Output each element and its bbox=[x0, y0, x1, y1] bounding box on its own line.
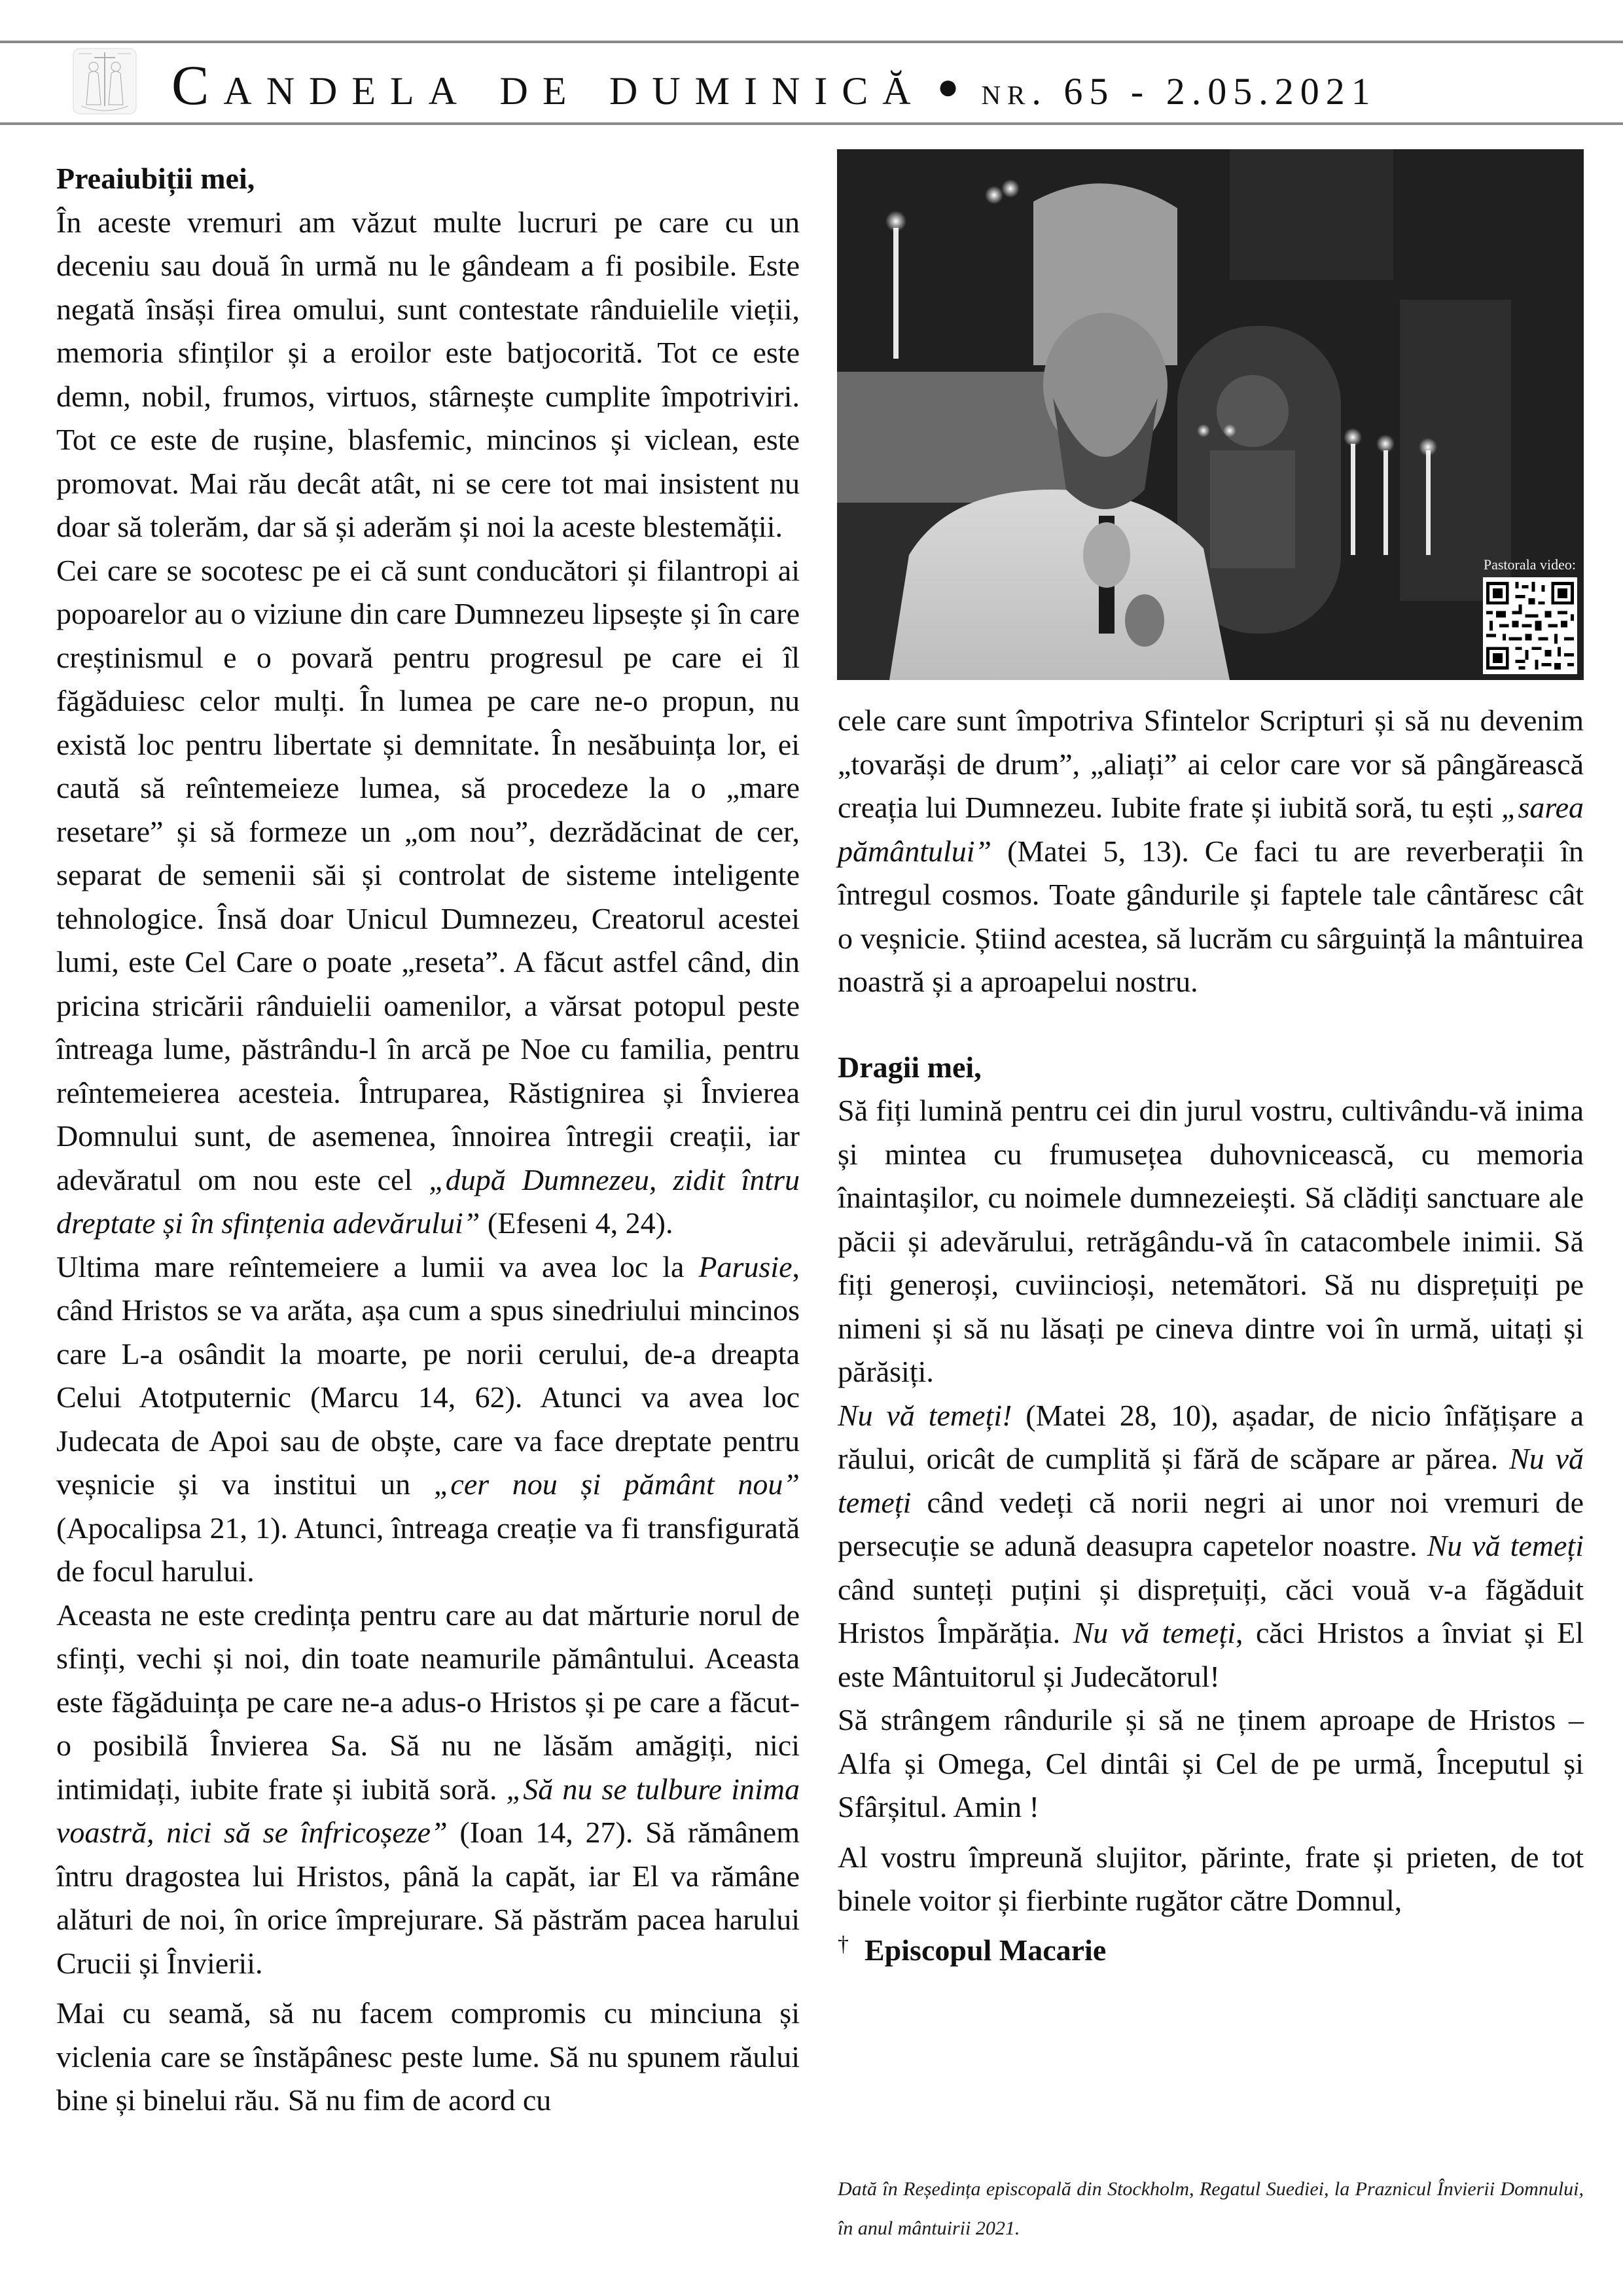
paragraph bbox=[56, 1594, 800, 1986]
signature-name: Episcopul Macarie bbox=[865, 1933, 1107, 1967]
dated-footnote: Dată în Reședința episcopală din Stockholm, Regatul Suediei, la Praznicul Învierii Domnului, în anul mântuirii 2021. bbox=[838, 2178, 1584, 2239]
signature bbox=[838, 1923, 1584, 1973]
paragraph: Mai cu seamă, să nu facem compromis cu minciuna și viclenia care se înstăpânesc peste lume. Să nu spunem răului bine și binelui rău. Să nu fim de acord cu bbox=[56, 1996, 800, 2117]
paragraph-text: , căci Hristos a înviat și El este Mântuitorul și Judecătorul! bbox=[838, 1616, 1584, 1693]
paragraph: Să strângem rândurile și să ne ținem aproape de Hristos – Alfa și Omega, Cel dintâi și Cel de pe urmă, Începutul și Sfârșitul. Amin ! bbox=[838, 1703, 1584, 1823]
scripture-reference: (Efeseni 4, 24). bbox=[480, 1206, 673, 1240]
issue-separator: - bbox=[1130, 70, 1150, 113]
dagger-icon: † bbox=[838, 1931, 849, 1956]
emphasis-text: Nu vă temeți! bbox=[838, 1398, 1012, 1432]
spacer bbox=[838, 1004, 1584, 1046]
header-top-rule bbox=[0, 41, 1623, 43]
qr-label: Pastorala video: bbox=[1483, 556, 1576, 573]
emphasis-text: Nu vă temeți bbox=[1427, 1529, 1584, 1562]
masthead bbox=[171, 52, 1377, 118]
paragraph: Să fiți lumină pentru cei din jurul vostru, cultivându-vă inima și mintea cu frumusețea duhovnicească, cu memoria înaintașilor, cu noimele dumnezeiești. Să clădiți sanctuare ale păcii și adevărului, retrăgându-vă în catacombele inimii. Să fiți generoși, cuviincioși, netemători. Să nu disprețuiți pe nimeni și să nu lăsați pe cineva dintre voi în urmă, uitați și părăsiți. bbox=[838, 1094, 1584, 1388]
right-column bbox=[838, 699, 1584, 1972]
issue-prefix: nr. bbox=[981, 70, 1048, 113]
scripture-quote: „după Dumnezeu, zidit întru dreptate și în sfințenia adevărului” bbox=[56, 1162, 800, 1240]
paragraph-text: cele care sunt împotriva Sfintelor Scripturi și să nu devenim „tovarăși de drum”, „aliați” ai celor care vor să pângărească creația lui Dumnezeu. Iubite frate și iubită soră, tu ești bbox=[838, 704, 1584, 824]
bishop-photo bbox=[837, 149, 1584, 680]
spacer bbox=[838, 1829, 1584, 1836]
issue-date: 2.05.2021 bbox=[1166, 70, 1377, 113]
issue-number: 65 bbox=[1063, 70, 1115, 113]
header-bottom-rule bbox=[0, 122, 1623, 125]
paragraph bbox=[56, 1246, 800, 1594]
paragraph-text: Ultima mare reîntemeiere a lumii va avea loc la bbox=[56, 1249, 699, 1283]
greeting-heading: Preaiubiții mei, bbox=[56, 162, 255, 195]
paragraph-text: (Apocalipsa 21, 1). Atunci, întreaga creație va fi transfigurată de focul harului. bbox=[56, 1511, 800, 1588]
paragraph bbox=[838, 699, 1584, 1004]
paragraph bbox=[838, 1394, 1584, 1699]
saints-emblem-icon bbox=[72, 47, 137, 115]
paragraph-text: (Matei 28, 10), așadar, de nicio înfățișare a răului, oricât de cumplită și fără de scăpare ar părea. bbox=[838, 1398, 1584, 1475]
paragraph-text: Aceasta ne este credința pentru care au dat mărturie norul de sfinți, vechi și noi, din toate neamurile pământului. Aceasta este făgăduința pe care ne-a adus-o Hristos și pe care a făcut-o posibilă Învierea Sa. Să nu ne lăsăm amăgiți, nici intimidați, iubite frate și iubită soră. bbox=[56, 1598, 800, 1806]
paragraph-text: (Ioan 14, 27). Să rămânem întru dragostea lui Hristos, până la capăt, iar El va rămâne alături de noi, în orice împrejurare. Să păstrăm pacea harului Crucii și Învierii. bbox=[56, 1816, 800, 1980]
paragraph-text: Cei care se socotesc pe ei că sunt conducători și filantropi ai popoarelor au o viziune din care Dumnezeu lipsește și în care creștinismul e o povară pentru progresul pe care ei îl făgăduiesc celor mulți. În lumea pe care ne-o propun, nu există loc pentru libertate și demnitate. În nesăbuința lor, ei caută să reîntemeieze lumea, să procedeze la o „mare resetare” și să formeze un „om nou”, dezrădăcinat de cer, separat de semenii săi și controlat de sisteme inteligente tehnologice. Însă doar Unicul Dumnezeu, Creatorul acestei lumi, este Cel Care o poate „reseta”. A făcut astfel când, din pricina stricării rânduielii oamenilor, a vărsat potopul peste întreaga lume, păstrându-l în arcă pe Noe cu familia, pentru reîntemeierea acesteia. Întruparea, Răstignirea și Învierea Domnului sunt, de asemenea, înnoirea întregii creații, iar adevăratul om nou este cel bbox=[56, 553, 800, 1196]
greeting-heading: Dragii mei, bbox=[838, 1050, 982, 1084]
bullet-separator: ● bbox=[936, 67, 959, 107]
paragraph bbox=[56, 549, 800, 1246]
emphasis-text: Parusie bbox=[698, 1249, 793, 1283]
qr-code-icon[interactable] bbox=[1483, 577, 1577, 674]
paragraph: În aceste vremuri am văzut multe lucruri pe care cu un deceniu sau două în urmă nu le gândeam a fi posibile. Este negată însăși firea omului, sunt contestate rânduielile vieții, memoria sfinților și a eroilor este batjocorită. Tot ce este demn, nobil, frumos, virtuos, stârnește cumplite împotriviri. Tot ce este de rușine, blasfemic, mincinos și viclean, este promovat. Mai rău decât atât, ni se cere tot mai insistent nu doar să tolerăm, dar să și aderăm și noi la aceste blestemății. bbox=[56, 205, 800, 543]
paragraph-text: când vedeți că norii negri ai unor noi vremuri de persecuție se adună deasupra capetelor noastre. bbox=[838, 1485, 1584, 1562]
spacer bbox=[56, 1985, 800, 1992]
emphasis-text: Nu vă temeți bbox=[1073, 1616, 1236, 1649]
paragraph-text: , când Hristos se va arăta, așa cum a spus sinedriului mincinos care L-a osândit la moarte, pe norii cerului, de-a dreapta Celui Atotputernic (Marcu 14, 62). Atunci va avea loc Judecata de Apoi sau de obște, care va face dreptate pentru veșnicie și va institui un bbox=[56, 1249, 800, 1501]
closing-paragraph: Al vostru împreună slujitor, părinte, frate și prieten, de tot binele voitor și fierbinte rugător către Domnul, bbox=[838, 1840, 1584, 1917]
paragraph-text: când sunteți puțini și disprețuiți, căci vouă v-a făgăduit Hristos Împărăția. bbox=[838, 1572, 1584, 1649]
emphasis-text: Nu vă temeți bbox=[838, 1442, 1584, 1519]
scripture-quote: „cer nou și pământ nou” bbox=[433, 1467, 800, 1501]
issue-info bbox=[981, 59, 1376, 124]
scripture-quote: „sarea pământului” bbox=[838, 791, 1584, 868]
scripture-quote: „Să nu se tulbure inima voastră, nici să se înfricoșeze” bbox=[56, 1772, 800, 1849]
left-column bbox=[56, 157, 800, 2123]
paragraph-text: (Matei 5, 13). Ce faci tu are reverberații în întregul cosmos. Toate gândurile și faptele tale cântăresc cât o veșnicie. Știind acestea, să lucrăm cu sârguință la mântuirea noastră și a aproapelui nostru. bbox=[838, 834, 1584, 998]
publication-title: Candela de duminică bbox=[171, 54, 925, 117]
photo-illustration bbox=[837, 149, 1584, 680]
